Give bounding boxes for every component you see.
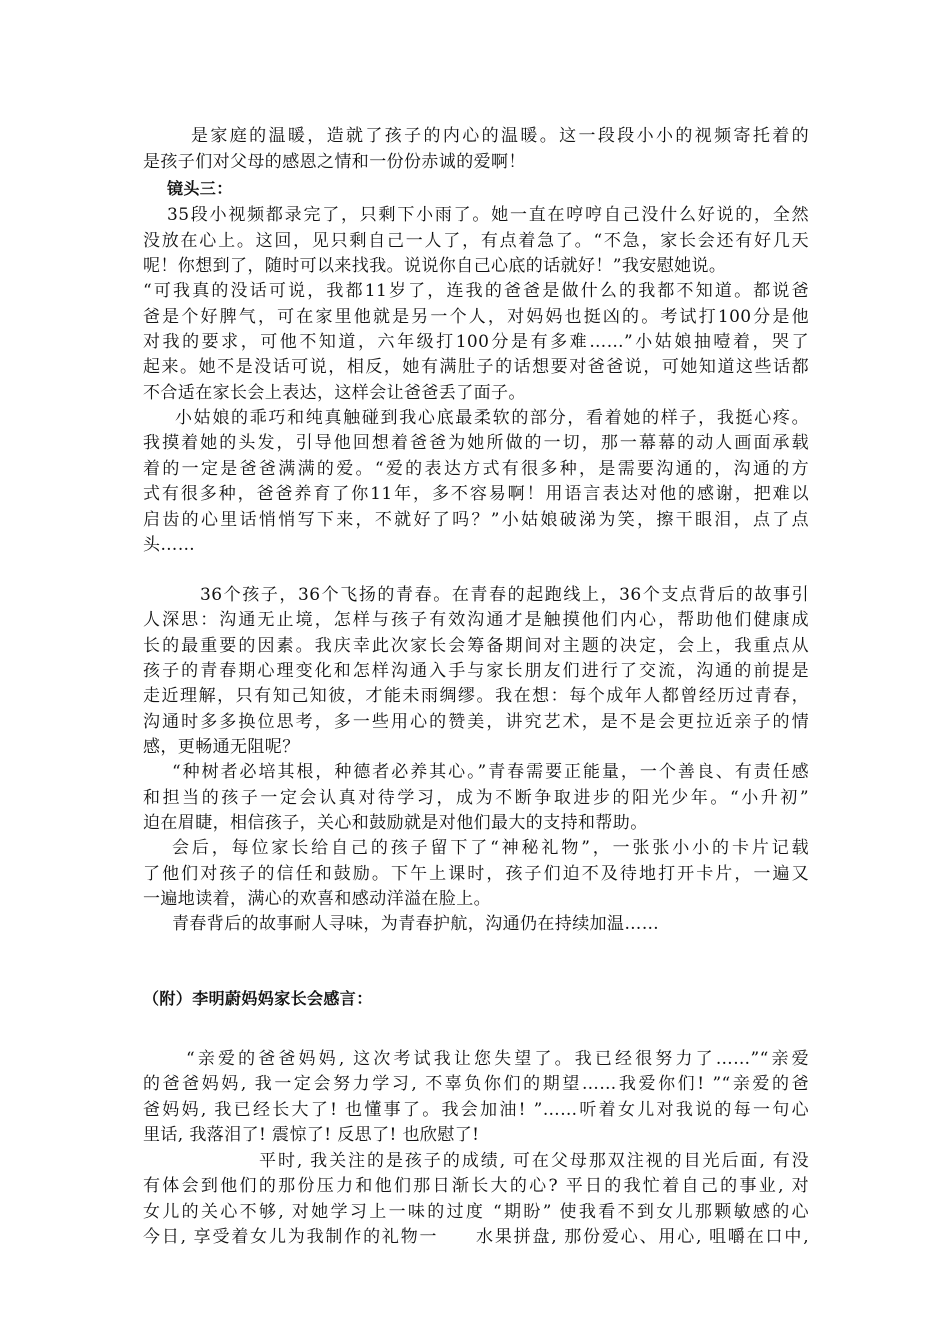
text-line: 爸是个好脾气，可在家里他就是另一个人，对妈妈也挺凶的。考试打100分是他 [143,307,809,327]
text-line: 长的最重要的因素。我庆幸此次家长会筹备期间对主题的决定，会上，我重点从 [143,636,809,656]
text-line: 我摸着她的头发，引导他回想着爸爸为她所做的一切，那一幕幕的动人画面承载 [143,433,809,453]
text-line: 没放在心上。这回，见只剩自己一人了，有点着急了。“不急，家长会还有好几天 [143,231,809,251]
text-line: 的爸爸妈妈, 我一定会努力学习, 不辜负你们的期望……我爱你们! ”“亲爱的爸 [143,1074,809,1094]
text-line: 今日, 享受着女儿为我制作的礼物一 水果拼盘, 那份爱心、用心, 咀嚼在口中, [143,1227,809,1247]
text-line: 迫在眉睫，相信孩子，关心和鼓励就是对他们最大的支持和帮助。 [143,813,648,833]
text-line: 孩子的青春期心理变化和怎样沟通入手与家长朋友们进行了交流，沟通的前提是 [143,661,809,681]
text-line: 着的一定是爸爸满满的爱。“爱的表达方式有很多种，是需要沟通的，沟通的方 [143,459,809,479]
text-line: 走近理解，只有知己知彼，才能未雨绸缪。我在想：每个成年人都曾经历过青春， [143,686,809,706]
text-line: 36个孩子，36个飞扬的青春。在青春的起跑线上，36个支点背后的故事引 [200,585,809,605]
text-line: 起来。她不是没话可说，相反，她有满肚子的话想要对爸爸说，可她知道这些话都 [143,357,809,377]
text-line: 是孩子们对父母的感恩之情和一份份赤诚的爱啊！ [143,152,526,172]
text-line: 呢！你想到了，随时可以来找我。说说你自己心底的话就好！”我安慰她说。 [143,256,727,276]
text-line: 会后，每位家长给自己的孩子留下了“神秘礼物”，一张张小小的卡片记载 [172,838,809,858]
section-heading: 镜头三： [167,179,233,198]
text-line: 是家庭的温暖，造就了孩子的内心的温暖。这一段段小小的视频寄托着的 [191,126,809,146]
text-line: 一遍地读着，满心的欢喜和感动洋溢在脸上。 [143,889,491,909]
text-line: 女儿的关心不够, 对她学习上一味的过度 “期盼” 使我看不到女儿那颗敏感的心 [143,1202,809,1222]
text-line: 平时, 我关注的是孩子的成绩, 可在父母那双注视的目光后面, 有没 [259,1151,809,1171]
text-line: 了他们对孩子的信任和鼓励。下午上课时，孩子们迫不及待地打开卡片，一遍又 [143,864,809,884]
text-line: 人深思：沟通无止境，怎样与孩子有效沟通才是触摸他们内心，帮助他们健康成 [143,610,809,630]
text-line: 头…… [143,535,196,555]
text-line: “亲爱的爸爸妈妈, 这次考试我让您失望了。我已经很努力了……”“亲爱 [186,1049,809,1069]
text-line: 启齿的心里话悄悄写下来，不就好了吗？”小姑娘破涕为笑，擦干眼泪，点了点 [143,510,809,530]
section-heading: （附）李明蔚妈妈家长会感言： [143,989,373,1008]
text-line: “种树者必培其根，种德者必养其心。”青春需要正能量，一个善良、有责任感 [172,762,809,782]
text-line: 对我的要求，可他不知道，六年级打100分是有多难……”小姑娘抽噎着，哭了 [143,332,809,352]
text-line: 里话, 我落泪了! 震惊了! 反思了! 也欣慰了! [143,1125,480,1145]
text-line: 沟通时多多换位思考，多一些用心的赞美，讲究艺术，是不是会更拉近亲子的情 [143,712,809,732]
text-line: 小姑娘的乖巧和纯真触碰到我心底最柔软的部分，看着她的样子，我挺心疼。 [175,408,809,428]
text-line: 爸妈妈, 我已经长大了! 也懂事了。我会加油! ”……听着女儿对我说的每一句心 [143,1100,809,1120]
text-line: 35段小视频都录完了，只剩下小雨了。她一直在哼哼自己没什么好说的，全然 [167,205,809,225]
text-line: 有体会到他们的那份压力和他们那日渐长大的心? 平日的我忙着自己的事业, 对 [143,1176,809,1196]
text-line: 不合适在家长会上表达，这样会让爸爸丢了面子。 [143,383,526,403]
text-line: 青春背后的故事耐人寻味，为青春护航，沟通仍在持续加温…… [172,914,660,934]
text-line: 和担当的孩子一定会认真对待学习，成为不断争取进步的阳光少年。“小升初” [143,788,809,808]
text-line: 式有很多种，爸爸养育了你11年，多不容易啊！用语言表达对他的感谢，把难以 [143,484,809,504]
text-line: 感，更畅通无阻呢？ [143,737,300,757]
text-line: “可我真的没话可说，我都11岁了，连我的爸爸是做什么的我都不知道。都说爸 [143,281,809,301]
